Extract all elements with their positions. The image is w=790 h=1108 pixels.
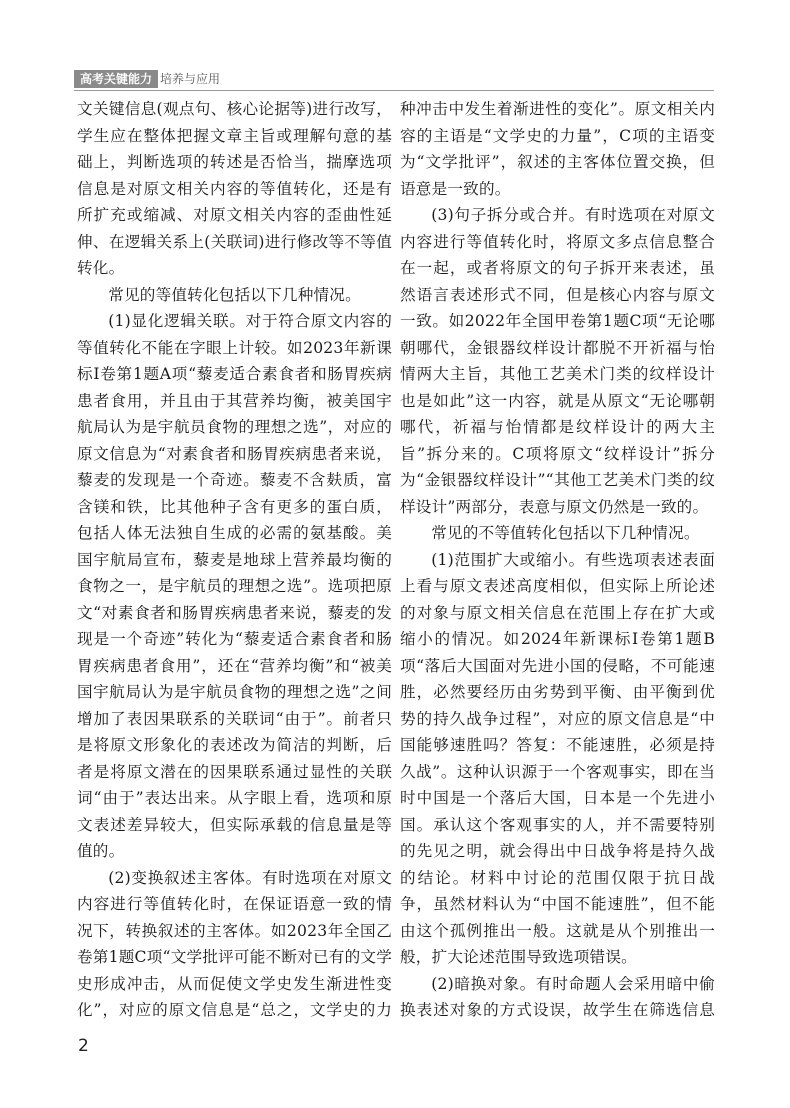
right-column: [400, 96, 715, 1026]
left-column: [77, 96, 392, 1026]
paragraph-scope-change: (1)范围扩大或缩小。有些选项表述表面上看与原文表述高度相似，但实际上所论述的对象与原文相关信息在范围上存在扩大或缩小的情况。如2024年新课标Ⅰ卷第1题B项“落后大国面对先进小国的侵略，不可能速胜，必然要经历由劣势到平衡、由平衡到优势的持久战争过程”，对应的原文信息是“中国能够速胜吗？答复：不能速胜，必须是持久战”。这种认识源于一个客观事实，即在当时中国是一个落后大国，日本是一个先进小国。承认这个客观事实的人，并不需要特别的先见之明，就会得出中日战争将是持久战的结论。材料中讨论的范围仅限于抗日战争，虽然材料认为“中国不能速胜”，但不能由这个孤例推出一般。这就是从个别推出一般，扩大论述范围导致选项错误。: [400, 550, 715, 966]
book-title-badge: 高考关键能力: [74, 70, 158, 88]
paragraph-explicit-logic: (1)显化逻辑关联。对于符合原文内容的等值转化不能在字眼上计较。如2023年新课标Ⅰ卷第1题A项“藜麦适合素食者和肠胃疾病患者食用，并且由于其营养均衡，被美国宇航局认为是宇航员食物的理想之选”，对应的原文信息为“对素食者和肠胃疾病患者来说，藜麦的发现是一个奇迹。藜麦不含麸质，富含镁和铁，比其他种子含有更多的蛋白质，包括人体无法独自生成的必需的氨基酸。美国宇航局宣布，藜麦是地球上营养最均衡的食物之一，是宇航员的理想之选”。选项把原文“对素食者和肠胃疾病患者来说，藜麦的发现是一个奇迹”转化为“藜麦适合素食者和肠胃疾病患者食用”，还在“营养均衡”和“被美国宇航局认为是宇航员食物的理想之选”之间增加了表因果联系的关联词“由于”。前者只是将原文形象化的表述改为简洁的判断，后者是将原文潜在的因果联系通过显性的关联词“由于”表达出来。从字眼上看，选项和原文表述差异较大，但实际承载的信息量是等值的。: [77, 312, 392, 860]
book-subtitle: 培养与应用: [160, 72, 221, 86]
paragraph-object-swap: (2)暗换对象。有时命题人会采用暗中偷换表述对象的方式设误，故学生在筛选信息: [400, 974, 715, 1019]
page-number: 2: [78, 1036, 89, 1056]
paragraph-split-merge: (3)句子拆分或合并。有时选项在对原文内容进行等值转化时，将原文多点信息整合在一起，或者将原文的句子拆开来表述，虽然语言表述形式不同，但是核心内容与原文一致。如2022年全国甲卷第1题C项“无论哪朝哪代，金银器纹样设计都脱不开祈福与怡情两大主旨，其他工艺美术门类的纹样设计也是如此”这一内容，就是从原文“无论哪朝哪代，祈福与怡情都是纹样设计的两大主旨”拆分来的。C项将原文“纹样设计”拆分为“金银器纹样设计”“其他工艺美术门类的纹样设计”两部分，表意与原文仍然是一致的。: [400, 206, 715, 516]
paragraph-continuation: 文关键信息(观点句、核心论据等)进行改写，学生应在整体把握文章主旨或理解句意的基础上，判断选项的转述是否恰当，揣摩选项信息是对原文相关内容的等值转化，还是有所扩充或缩减、对原文相关内容的歪曲性延伸、在逻辑关系上(关联词)进行修改等不等值转化。: [77, 100, 392, 277]
paragraph-equivalent-intro: 常见的等值转化包括以下几种情况。: [108, 285, 361, 304]
page-header: [74, 66, 714, 92]
paragraph-nonequivalent-intro: 常见的不等值转化包括以下几种情况。: [431, 524, 700, 542]
paragraph-subject-switch: (2)变换叙述主客体。有时选项在对原文内容进行等值转化时，在保证语意一致的情况下，转换叙述的主客体。如2023年全国乙卷第1题C项“文学批评可能不断对已有的文学史形成冲击，从而促使文学史发生渐进性变化”，对应的原文信息是“总之，文学史的力: [77, 868, 392, 1019]
paragraph-continuation-right: 种冲击中发生着渐进性的变化”。原文相关内容的主语是“文学史的力量”，C项的主语变为“文学批评”，叙述的主客体位置交换，但语意是一致的。: [400, 100, 715, 198]
header-rule: [74, 90, 714, 91]
